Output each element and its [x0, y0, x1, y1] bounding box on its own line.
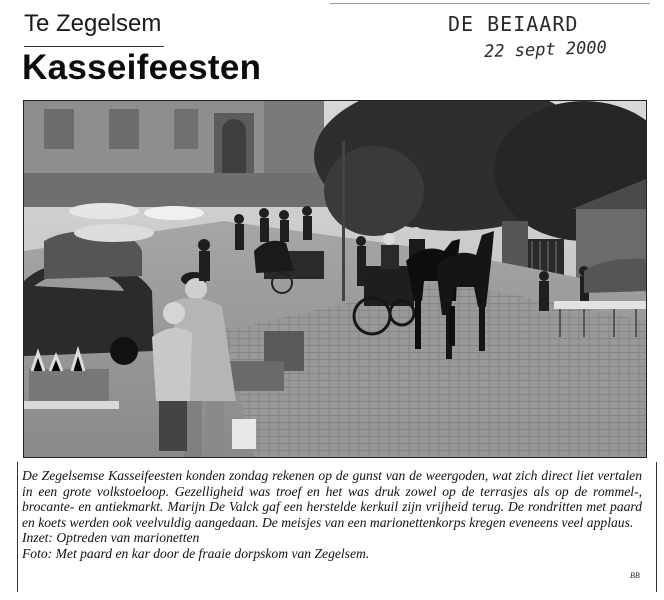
- section-kicker: Te Zegelsem: [24, 10, 162, 37]
- caption-body: De Zegelsemse Kasseifeesten konden zondag rekenen op de gunst van de weergoden, wat zich direct liet vertalen in een grote volkstoeloop. Gezelligheid was troef en het was druk zowel op de terrasjes als op de rommel-, brocante- en antiekmarkt. Marijn De Valck gaf een herstelde kerkuil zijn vrijheid terug. De rondritten met paard en koets werden ook veelvuldig aangedaan. De meisjes van een marionettenkorps kregen eveneens veel applaus.: [22, 468, 642, 530]
- article-headline: Kasseifeesten: [22, 48, 262, 87]
- handwritten-source-note: DE BEIAARD: [448, 12, 579, 36]
- handwritten-date-note: 22 sept 2000: [483, 37, 608, 63]
- caption-inzet: Inzet: Optreden van marionetten: [22, 530, 200, 546]
- author-initials: BB: [630, 571, 640, 580]
- village-square-photo-illustration: [24, 101, 646, 457]
- kicker-underline: [24, 46, 164, 47]
- photo-caption: [22, 468, 642, 562]
- caption-foto: Foto: Met paard en kar door de fraaie dorpskom van Zegelsem.: [22, 545, 370, 561]
- top-edge-rule: [330, 3, 650, 4]
- article-photo: [23, 100, 647, 458]
